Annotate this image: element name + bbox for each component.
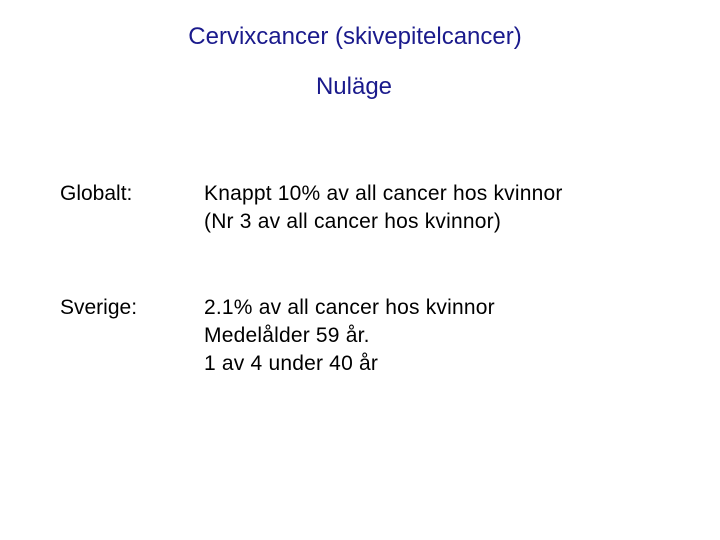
row-text-line: Medelålder 59 år. xyxy=(204,324,370,347)
row-label-globalt: Globalt: xyxy=(60,182,133,205)
slide-title: Cervixcancer (skivepitelcancer) xyxy=(188,23,522,50)
row-text-line: Knappt 10% av all cancer hos kvinnor xyxy=(204,182,563,205)
row-text-line: 1 av 4 under 40 år xyxy=(204,352,379,375)
row-text-sverige xyxy=(204,294,495,378)
slide-subtitle: Nuläge xyxy=(315,73,393,100)
row-text-line: (Nr 3 av all cancer hos kvinnor) xyxy=(204,210,502,233)
row-text-line: 2.1% av all cancer hos kvinnor xyxy=(204,296,495,319)
row-label-sverige: Sverige: xyxy=(60,296,138,319)
row-text-globalt xyxy=(204,180,563,236)
